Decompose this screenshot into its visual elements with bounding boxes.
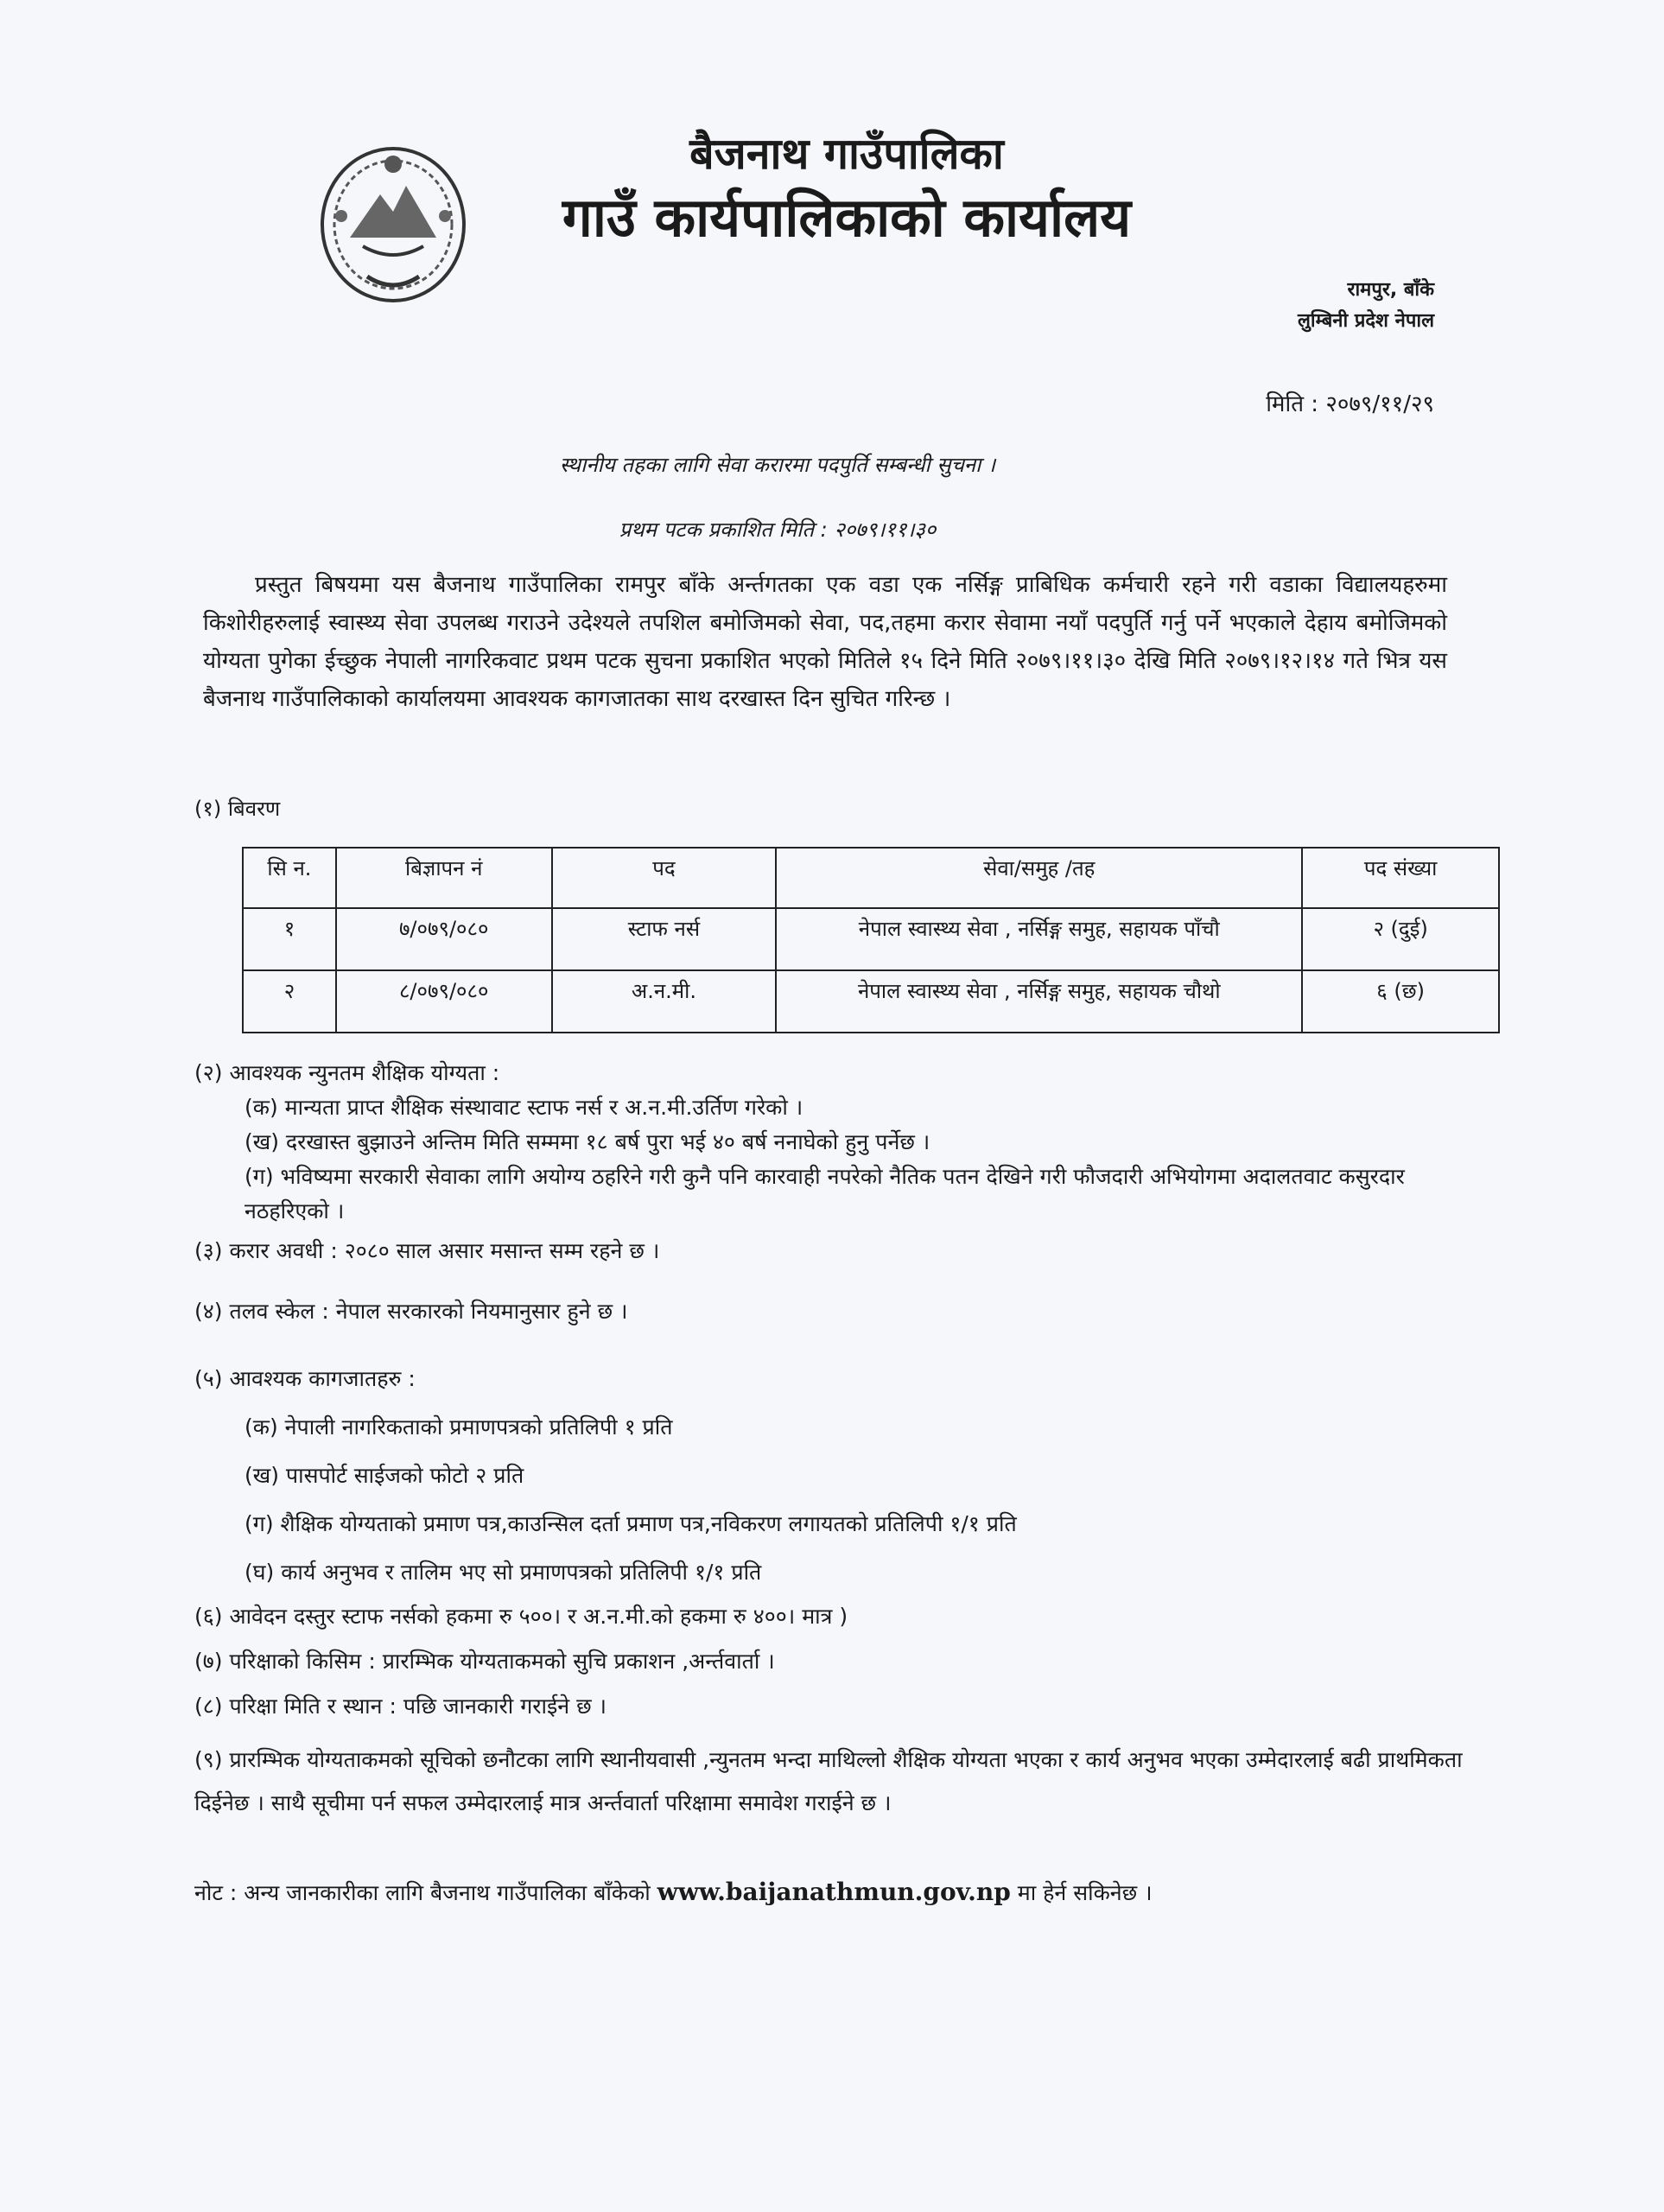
qualification-item: (ख) दरखास्त बुझाउने अन्तिम मिति सम्ममा १८ बर्ष पुरा भई ४० बर्ष ननाघेको हुनु पर्नेछ ।	[245, 1129, 930, 1154]
table-header-row	[243, 848, 1499, 908]
website-link[interactable]: www.baijanathmun.gov.np	[657, 1878, 1011, 1906]
nepal-emblem-icon	[315, 134, 471, 307]
notice-subject: स्थानीय तहका लागि सेवा करारमा पदपुर्ति सम्बन्धी सुचना ।	[559, 453, 996, 477]
section1-title: (१) बिवरण	[194, 797, 281, 821]
address-line2: लुम्बिनी प्रदेश नेपाल	[1297, 310, 1434, 332]
note-prefix: नोट : अन्य जानकारीका लागि बैजनाथ गाउँपालिका बाँकेको	[194, 1880, 651, 1905]
table-header: पद संख्या	[1302, 848, 1499, 908]
org-name: बैजनाथ गाउँपालिका	[689, 129, 1004, 179]
table-row	[243, 970, 1499, 1033]
qualification-item: (ग) भविष्यमा सरकारी सेवाका लागि अयोग्य ठहरिने गरी कुनै पनि कारवाही नपरेको नैतिक पतन देखिने गरी फौजदारी अभियोगमा अदालतवाट कसुरदार नठहरिएको ।	[245, 1164, 1405, 1224]
table-cell: ८/०७९/०८०	[336, 970, 552, 1033]
table-cell: नेपाल स्वास्थ्य सेवा , नर्सिङ्ग समुह, सहायक पाँचौ	[776, 908, 1302, 970]
table-header: सि न.	[243, 848, 336, 908]
published-date: प्रथम पटक प्रकाशित मिति : २०७९।११।३०	[619, 518, 937, 542]
qualification-item: (क) मान्यता प्राप्त शैक्षिक संस्थावाट स्टाफ नर्स र अ.न.मी.उर्तिण गरेको ।	[245, 1095, 803, 1120]
address	[1201, 275, 1434, 337]
footer-note	[194, 1875, 1473, 1910]
table-cell: ६ (छ)	[1302, 970, 1499, 1033]
misc-section	[194, 1594, 1464, 1729]
document-item: (ग) शैक्षिक योग्यताको प्रमाण पत्र,काउन्सिल दर्ता प्रमाण पत्र,नविकरण लगायतको प्रतिलिपी १/१ प्रति	[245, 1511, 1017, 1536]
priority-paragraph: (९) प्रारम्भिक योग्यताकमको सूचिको छनौटका लागि स्थानीयवासी ,न्युनतम भन्दा माथिल्लो शैक्षिक योग्यता भएका र कार्य अनुभव भएका उम्मेदारलाई बढी प्राथमिकता दिईनेछ । साथै सूचीमा पर्न सफल उम्मेदारलाई मात्र अर्न्तवार्ता परिक्षामा समावेश गराईने छ ।	[194, 1747, 1463, 1815]
note-suffix: मा हेर्न सकिनेछ ।	[1017, 1880, 1153, 1905]
table-cell: २ (दुई)	[1302, 908, 1499, 970]
document-item: (क) नेपाली नागरिकताको प्रमाणपत्रको प्रतिलिपी १ प्रति	[245, 1414, 673, 1440]
document-item: (घ) कार्य अनुभव र तालिम भए सो प्रमाणपत्रको प्रतिलिपी १/१ प्रति	[245, 1560, 762, 1585]
address-line1: रामपुर, बाँके	[1347, 279, 1434, 301]
salary-scale	[194, 1294, 1464, 1329]
documents-title: (५) आवश्यक कागजातहरु :	[194, 1366, 416, 1391]
document-item: (ख) पासपोर्ट साईजको फोटो २ प्रति	[245, 1463, 524, 1488]
table-header: पद	[552, 848, 777, 908]
qualifications-section	[194, 1056, 1464, 1229]
documents-section	[194, 1355, 1464, 1597]
contract-period	[194, 1234, 1464, 1268]
office-name: गाउँ कार्यपालिकाको कार्यालय	[562, 186, 1132, 249]
table-header: बिज्ञापन नं	[336, 848, 552, 908]
contract-text: (३) करार अवधी : २०८० साल असार मसान्त सम्म रहने छ ।	[194, 1238, 660, 1263]
fee-text: (६) आवेदन दस्तुर स्टाफ नर्सको हकमा रु ५००। र अ.न.मी.को हकमा रु ४००। मात्र )	[194, 1604, 848, 1629]
notice-date: मिति : २०७९/११/२९	[1266, 391, 1434, 417]
table-cell: १	[243, 908, 336, 970]
table-cell: ७/०७९/०८०	[336, 908, 552, 970]
details-table	[242, 847, 1500, 1033]
table-cell: २	[243, 970, 336, 1033]
intro-paragraph: प्रस्तुत बिषयमा यस बैजनाथ गाउँपालिका रामपुर बाँके अर्न्तगतका एक वडा एक नर्सिङ्ग प्राबिधिक कर्मचारी रहने गरी वडाका विद्यालयहरुमा किशोरीहरुलाई स्वास्थ्य सेवा उपलब्ध गराउने उदेश्यले तपशिल बमोजिमको सेवा, पद,तहमा करार सेवामा नयाँ पदपुर्ति गर्नु पर्ने भएकाले देहाय बमोजिमको योग्यता पुगेका ईच्छुक नेपाली नागरिकवाट प्रथम पटक सुचना प्रकाशित भएको मितिले १५ दिने मिति २०७९।११।३० देखि मिति २०७९।१२।१४ गते भित्र यस बैजनाथ गाउँपालिकाको कार्यालयमा आवश्यक कागजातका साथ दरखास्त दिन सुचित गरिन्छ ।	[203, 572, 1447, 712]
qualifications-title: (२) आवश्यक न्युनतम शैक्षिक योग्यता :	[194, 1060, 500, 1085]
table-header: सेवा/समुह /तह	[776, 848, 1302, 908]
table-cell: नेपाल स्वास्थ्य सेवा , नर्सिङ्ग समुह, सहायक चौथो	[776, 970, 1302, 1033]
exam-date-text: (८) परिक्षा मिति र स्थान : पछि जानकारी गराईने छ ।	[194, 1694, 607, 1719]
table-cell: अ.न.मी.	[552, 970, 777, 1033]
salary-text: (४) तलव स्केल : नेपाल सरकारको नियमानुसार हुने छ ।	[194, 1299, 628, 1324]
exam-type-text: (७) परिक्षाको किसिम : प्रारम्भिक योग्यताकमको सुचि प्रकाशन ,अर्न्तवार्ता ।	[194, 1649, 775, 1674]
table-row	[243, 908, 1499, 970]
table-cell: स्टाफ नर्स	[552, 908, 777, 970]
